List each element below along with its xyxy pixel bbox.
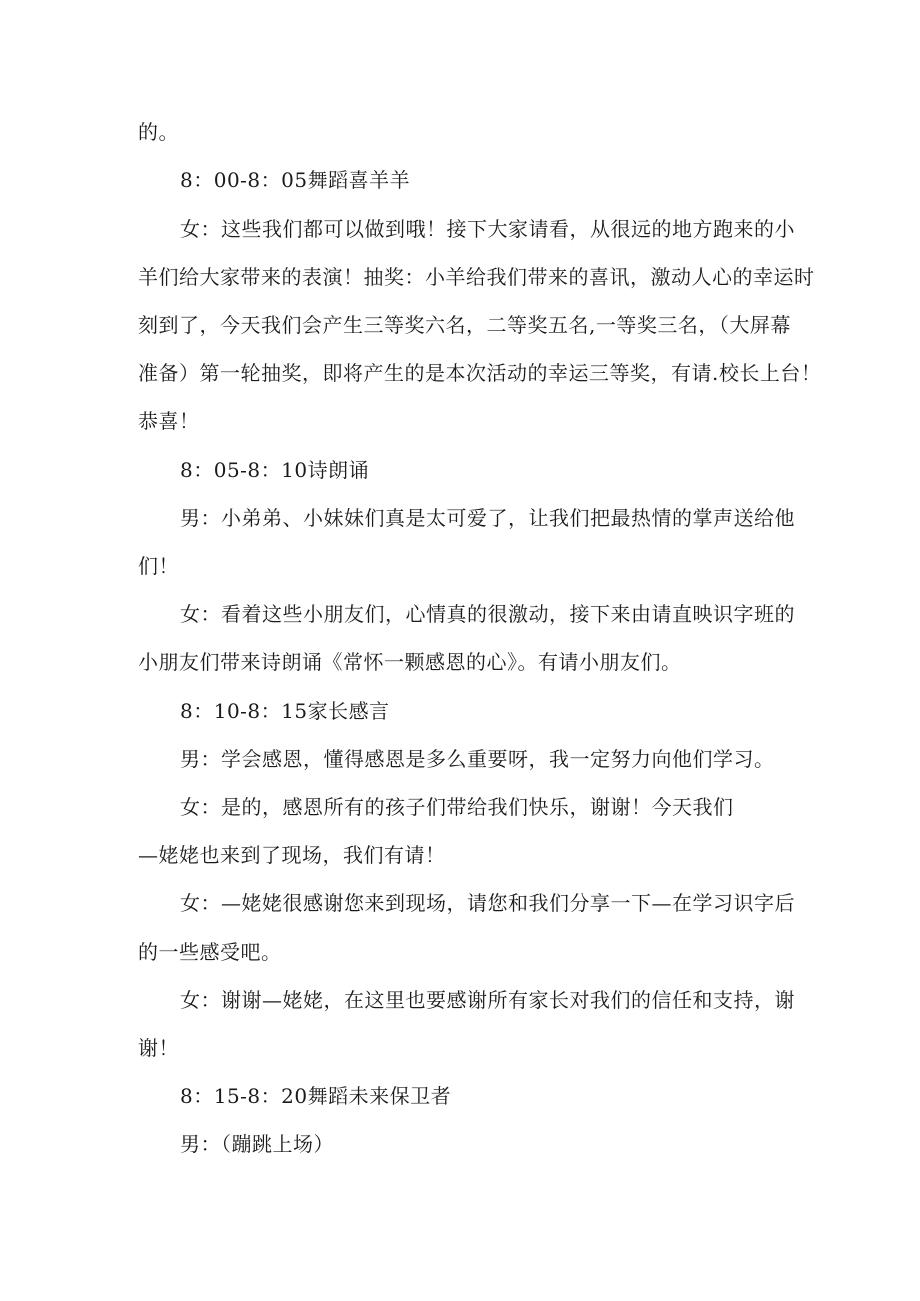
text-line: 男：（蹦跳上场） bbox=[180, 1132, 334, 1156]
text-line: 的。 bbox=[138, 120, 179, 144]
text-line: 的一些感受吧。 bbox=[138, 940, 282, 964]
text-line: 恭喜！ bbox=[138, 409, 200, 433]
text-line: 谢！ bbox=[138, 1036, 179, 1060]
program-heading: 8：05-8：10诗朗诵 bbox=[180, 458, 370, 482]
text-line: 女：这些我们都可以做到哦！接下大家请看，从很远的地方跑来的小 bbox=[180, 217, 795, 241]
text-line: 羊们给大家带来的表演！抽奖：小羊给我们带来的喜讯，激动人心的幸运时 bbox=[138, 265, 815, 289]
text-line: 女：看着这些小朋友们，心情真的很激动，接下来由请直映识字班的 bbox=[180, 602, 795, 626]
text-line: 男：小弟弟、小妹妹们真是太可爱了，让我们把最热情的掌声送给他 bbox=[180, 506, 795, 530]
text-line: 准备）第一轮抽奖，即将产生的是本次活动的幸运三等奖，有请.校长上台！ bbox=[138, 361, 822, 385]
text-line: 女：是的，感恩所有的孩子们带给我们快乐，谢谢！今天我们 bbox=[180, 795, 734, 819]
text-line: 女：谢谢—姥姥，在这里也要感谢所有家长对我们的信任和支持，谢 bbox=[180, 988, 795, 1012]
program-heading: 8：00-8：05舞蹈喜羊羊 bbox=[180, 168, 411, 192]
program-heading: 8：10-8：15家长感言 bbox=[180, 699, 390, 723]
text-line: 小朋友们带来诗朗诵《常怀一颗感恩的心》。有请小朋友们。 bbox=[138, 650, 682, 674]
text-line: —姥姥也来到了现场，我们有请！ bbox=[138, 843, 446, 867]
text-line: 女：—姥姥很感谢您来到现场，请您和我们分享一下—在学习识字后 bbox=[180, 891, 795, 915]
text-line: 刻到了，今天我们会产生三等奖六名，二等奖五名,一等奖三名，（大屏幕 bbox=[138, 313, 791, 337]
program-heading: 8：15-8：20舞蹈未来保卫者 bbox=[180, 1084, 452, 1108]
text-line: 男：学会感恩，懂得感恩是多么重要呀，我一定努力向他们学习。 bbox=[180, 747, 775, 771]
text-line: 们！ bbox=[138, 554, 179, 578]
